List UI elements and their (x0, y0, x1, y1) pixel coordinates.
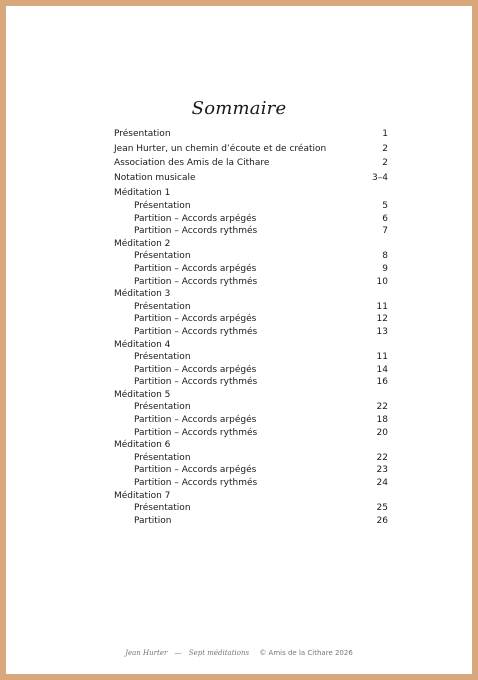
toc-subentry[interactable] (114, 515, 388, 528)
toc-subentry-label: Partition – Accords rythmés (134, 377, 258, 388)
meditation-section (114, 339, 388, 389)
toc-subentry-page: 11 (376, 301, 388, 312)
toc-subentry-page: 9 (382, 263, 388, 274)
toc-subentry-page: 24 (376, 478, 388, 489)
toc-entry-label: Présentation (114, 129, 171, 139)
meditation-heading[interactable] (114, 339, 388, 352)
meditation-section (114, 490, 388, 528)
meditation-heading-label: Méditation 2 (114, 238, 171, 249)
toc-subentry-label: Présentation (134, 251, 191, 262)
toc-subentry[interactable] (114, 401, 388, 414)
meditation-heading-label: Méditation 6 (114, 440, 171, 451)
toc-subentry-page: 25 (376, 503, 388, 514)
toc-subentry-page: 16 (376, 377, 388, 388)
toc-subentry[interactable] (114, 263, 388, 276)
meditation-section (114, 439, 388, 489)
toc-subentry[interactable] (114, 414, 388, 427)
toc-subentry-label: Partition – Accords rythmés (134, 478, 258, 489)
toc-subentry-label: Présentation (134, 402, 191, 413)
toc-subentry-page: 12 (376, 314, 388, 325)
toc-entry-page: 2 (382, 158, 388, 169)
meditation-heading-label: Méditation 1 (114, 188, 171, 199)
toc-subentry-page: 26 (376, 515, 388, 526)
toc-subentry-page: 5 (382, 200, 388, 211)
toc-entry-page: 3–4 (372, 172, 388, 183)
toc-subentry-page: 6 (382, 213, 388, 224)
toc-subentry-label: Présentation (134, 452, 191, 463)
toc-subentry[interactable] (114, 213, 388, 226)
toc-entry-label: Jean Hurter, un chemin d’écoute et de création (114, 143, 327, 154)
toc-entry[interactable] (114, 127, 388, 142)
toc-subentry-page: 22 (376, 452, 388, 463)
toc-subentry-label: Partition – Accords arpégés (134, 314, 257, 325)
toc-subentry[interactable] (114, 427, 388, 440)
toc-subentry-label: Partition – Accords arpégés (134, 415, 257, 426)
toc-subentry-page: 20 (376, 427, 388, 438)
meditation-heading[interactable] (114, 288, 388, 301)
toc-subentry-label: Présentation (134, 200, 191, 211)
toc-subentry[interactable] (114, 376, 388, 389)
toc-subentry[interactable] (114, 313, 388, 326)
toc-subentry-page: 11 (376, 352, 388, 363)
toc-subentry-label: Présentation (134, 352, 191, 363)
footer-separator: — (174, 649, 182, 657)
toc-subentry-label: Partition – Accords rythmés (134, 427, 258, 438)
meditation-heading[interactable] (114, 389, 388, 402)
meditation-section (114, 389, 388, 439)
meditation-section (114, 238, 388, 288)
toc-subentry-label: Présentation (134, 301, 191, 312)
page-footer (6, 649, 472, 657)
meditation-heading[interactable] (114, 238, 388, 251)
meditation-section (114, 187, 388, 237)
toc-entry-label: Association des Amis de la Cithare (114, 158, 270, 169)
toc-entry[interactable] (114, 156, 388, 171)
toc-subentry-label: Partition (134, 515, 172, 526)
toc-entry-page: 2 (382, 143, 388, 154)
toc-subentry-page: 7 (382, 226, 388, 237)
toc-subentry-label: Partition – Accords arpégés (134, 465, 257, 476)
toc-subentry-page: 10 (376, 276, 388, 287)
toc-subentry[interactable] (114, 276, 388, 289)
toc-subentry[interactable] (114, 301, 388, 314)
toc-subentry[interactable] (114, 326, 388, 339)
meditation-heading-label: Méditation 7 (114, 490, 171, 501)
meditation-heading-label: Méditation 5 (114, 389, 171, 400)
footer-copyright: © Amis de la Cithare 2026 (259, 649, 353, 657)
meditation-heading[interactable] (114, 187, 388, 200)
page-title: Sommaire (191, 98, 287, 119)
toc-subentry-label: Partition – Accords rythmés (134, 276, 258, 287)
footer-author: Jean Hurter (125, 649, 168, 657)
footer-work-title: Sept méditations (188, 649, 250, 657)
toc-subentry-label: Partition – Accords arpégés (134, 213, 257, 224)
toc-subentry-page: 13 (376, 326, 388, 337)
toc-entry-page: 1 (382, 129, 388, 139)
toc-entry[interactable] (114, 142, 388, 157)
table-of-contents (114, 127, 388, 527)
meditation-heading-label: Méditation 3 (114, 289, 171, 300)
meditation-heading[interactable] (114, 490, 388, 503)
toc-subentry[interactable] (114, 452, 388, 465)
toc-subentry[interactable] (114, 502, 388, 515)
meditation-heading[interactable] (114, 439, 388, 452)
toc-subentry-page: 8 (382, 251, 388, 262)
toc-subentry-label: Présentation (134, 503, 191, 514)
toc-subentry[interactable] (114, 351, 388, 364)
toc-subentry[interactable] (114, 225, 388, 238)
toc-subentry-page: 18 (376, 415, 388, 426)
toc-subentry-page: 14 (376, 364, 388, 375)
toc-subentry-page: 23 (376, 465, 388, 476)
toc-subentry[interactable] (114, 364, 388, 377)
toc-subentry-label: Partition – Accords arpégés (134, 263, 257, 274)
meditation-heading-label: Méditation 4 (114, 339, 171, 350)
toc-subentry[interactable] (114, 200, 388, 213)
toc-subentry-label: Partition – Accords rythmés (134, 326, 258, 337)
meditation-section (114, 288, 388, 338)
document-page (6, 6, 472, 674)
toc-subentry[interactable] (114, 464, 388, 477)
toc-subentry[interactable] (114, 477, 388, 490)
toc-subentry-label: Partition – Accords rythmés (134, 226, 258, 237)
toc-entry[interactable] (114, 171, 388, 186)
toc-entry-label: Notation musicale (114, 172, 196, 183)
toc-subentry-label: Partition – Accords arpégés (134, 364, 257, 375)
toc-subentry[interactable] (114, 250, 388, 263)
toc-subentry-page: 22 (376, 402, 388, 413)
